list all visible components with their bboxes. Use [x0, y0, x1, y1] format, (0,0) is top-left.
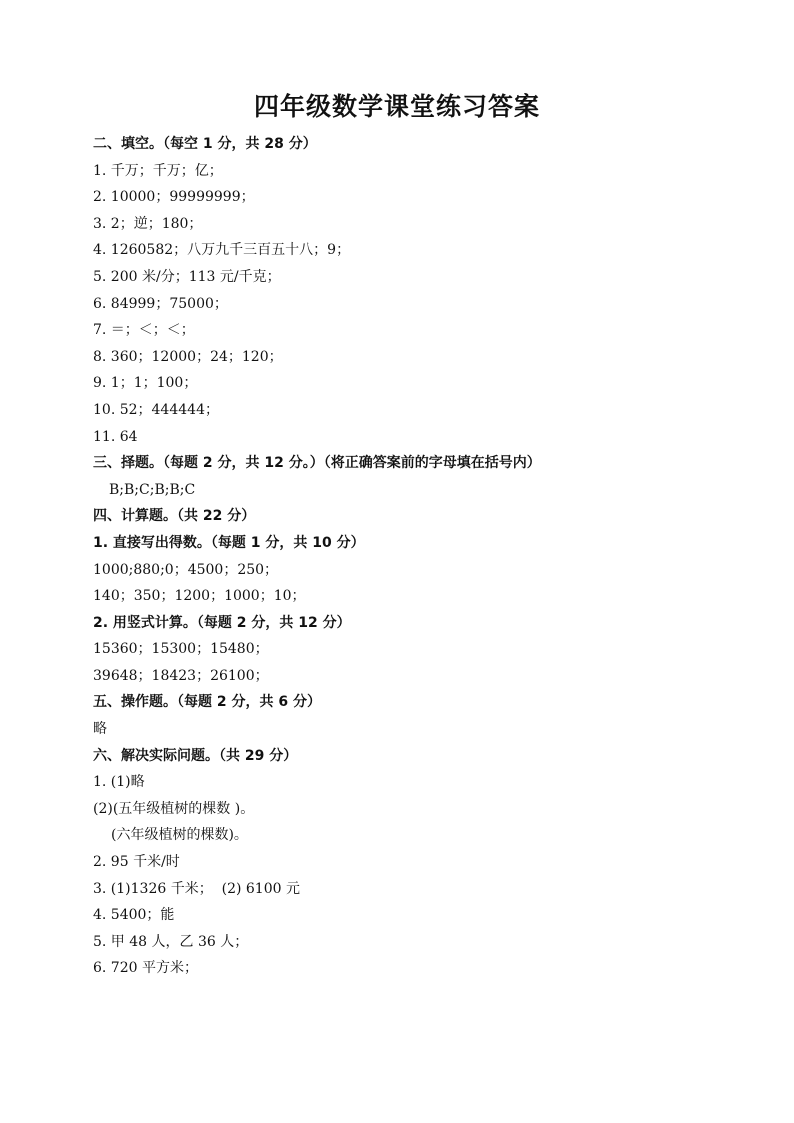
answer-line: 1000;880;0；4500；250；	[93, 561, 279, 578]
answer-line: 1. 千万；千万；亿；	[93, 162, 223, 179]
section-heading-choice: 三、择题。（每题 2 分，共 12 分。）（将正确答案前的字母填在括号内）	[93, 455, 541, 472]
answer-line: 4. 1260582；八万九千三百五十八；9；	[93, 242, 351, 259]
subsection-heading-direct: 1. 直接写出得数。（每题 1 分，共 10 分）	[93, 534, 365, 551]
answer-line: 5. 甲 48 人，乙 36 人；	[93, 933, 249, 950]
answer-line: 7. ＝；＜；＜；	[93, 322, 195, 339]
section-heading-word-problems: 六、解决实际问题。（共 29 分）	[93, 747, 298, 764]
answer-line: 3. (1)1326 千米； (2) 6100 元	[93, 880, 300, 897]
answer-line: 1. (1)略	[93, 774, 145, 791]
answer-line: 8. 360；12000；24；120；	[93, 348, 283, 365]
section-heading-calculation: 四、计算题。（共 22 分）	[93, 508, 256, 525]
answer-line: 140；350；1200；1000；10；	[93, 588, 306, 605]
answer-line: 2. 10000；99999999；	[93, 189, 255, 206]
answer-sheet	[93, 131, 773, 982]
answer-line: (六年级植树的棵数)。	[111, 827, 248, 844]
answer-line: 15360；15300；15480；	[93, 641, 269, 658]
answer-line: 9. 1；1；100；	[93, 375, 198, 392]
answer-line: 4. 5400；能	[93, 907, 175, 924]
answer-line: (2)(五年级植树的棵数 )。	[93, 800, 255, 817]
section-heading-operation: 五、操作题。（每题 2 分，共 6 分）	[93, 694, 321, 711]
answer-line: 2. 95 千米/时	[93, 854, 180, 871]
answer-line: 6. 84999；75000；	[93, 295, 228, 312]
answer-line: 11. 64	[93, 428, 138, 445]
answer-line: 10. 52；444444；	[93, 401, 219, 418]
answer-line: 39648；18423；26100；	[93, 667, 269, 684]
subsection-heading-vertical: 2. 用竖式计算。（每题 2 分，共 12 分）	[93, 614, 351, 631]
section-heading-fill-blanks: 二、填空。（每空 1 分，共 28 分）	[93, 136, 317, 152]
answer-line: B;B;C;B;B;C	[109, 481, 196, 498]
answer-line: 5. 200 米/分；113 元/千克；	[93, 268, 281, 285]
answer-line: 略	[93, 721, 107, 738]
answer-line: 3. 2；逆；180；	[93, 215, 203, 232]
page-title: 四年级数学课堂练习答案	[253, 92, 540, 121]
answer-line: 6. 720 平方米；	[93, 960, 198, 977]
